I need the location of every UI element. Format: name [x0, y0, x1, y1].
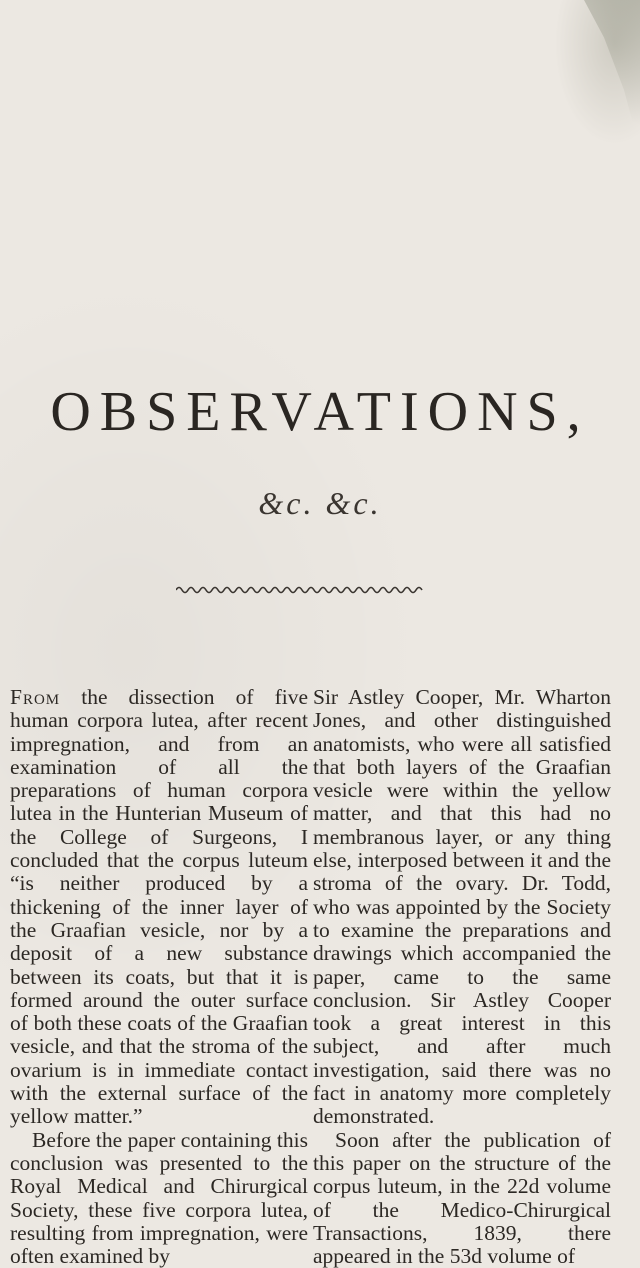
- paragraph-text: the dissection of five human corpora lutea, after recent impregnation, and from an examination of all the preparations of human corpora lutea in the Hunterian Museum of the College of Surgeons, I concluded that the corpus luteum “is neither produced by a thickening of the inner layer of the Graafian vesicle, nor by a deposit of a new substance between its coats, but that it is formed around the outer surface of both these coats of the Graafian vesicle, and that the stroma of the ovarium is in immediate contact with the external surface of the yellow matter.”: [10, 685, 309, 1129]
- paragraph: [10, 686, 308, 1129]
- text-column-right: [313, 686, 611, 1268]
- decorative-wavy-rule: [176, 584, 424, 596]
- paragraph: Before the paper containing this conclusion was presented to the Royal Medical and Chirurgical Society, these five corpora lutea, resulting from impregnation, were often examined by: [10, 1127, 308, 1268]
- text-column-left: [10, 686, 308, 1268]
- page-subtitle: &c. &c.: [258, 485, 382, 521]
- paragraph: Sir Astley Cooper, Mr. Wharton Jones, and other distinguished anatomists, who were all satisfied that both layers of the Graafian vesicle were within the yellow matter, and that this had no membranous layer, or any thing else, interposed between it and the stroma of the ovary. Dr. Todd, who was appointed by the Society to examine the preparations and drawings which accompanied the paper, came to the same conclusion. Sir Astley Cooper took a great interest in this subject, and after much investigation, said there was no fact in anatomy more completely demonstrated.: [313, 685, 611, 1129]
- page-title: OBSERVATIONS,: [50, 381, 590, 443]
- paragraph: Soon after the publication of this paper on the structure of the corpus luteum, in the 22d volume of the Medico-Chirurgical Transactions, 1839, there appeared in the 53d volume of: [313, 1127, 611, 1268]
- opening-word: From: [10, 685, 61, 709]
